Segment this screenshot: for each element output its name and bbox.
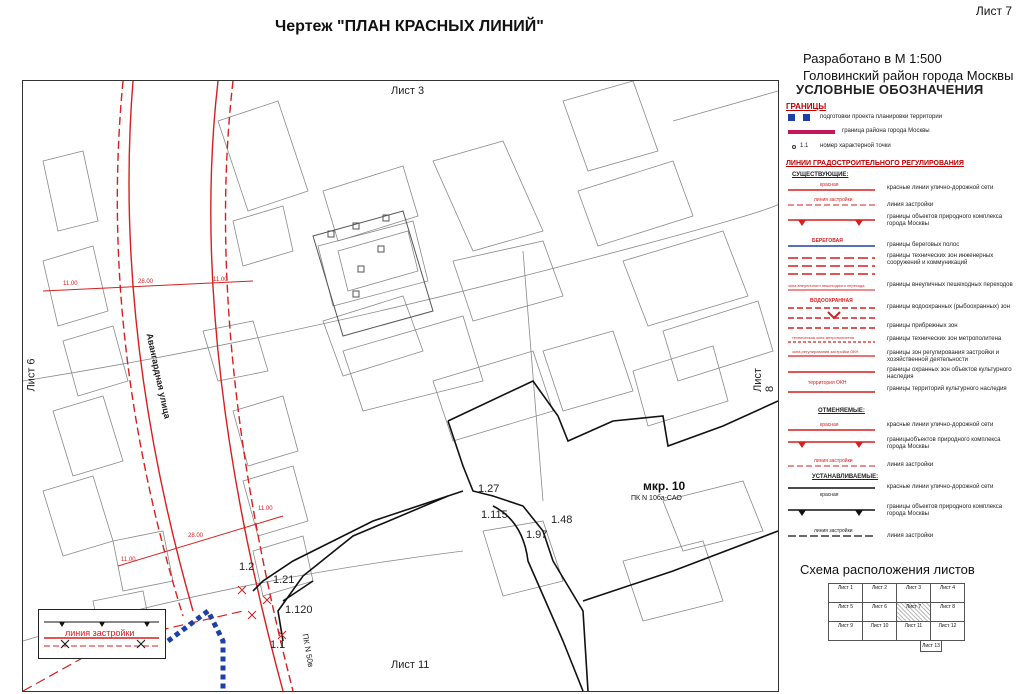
legend-item: границы охранных зон объектов культурного наследия <box>887 367 1012 380</box>
dim-label: 11.00 <box>121 557 136 563</box>
scale-text: Разработано в М 1:500 <box>803 51 942 66</box>
map-canvas <box>23 81 778 691</box>
legend-item: границы объектов природного комплекса города Москвы <box>887 504 1003 517</box>
scheme-cell[interactable]: Лист 4 <box>930 583 965 603</box>
legend-item: границы технических зон инженерных сооружений и коммуникаций <box>887 253 994 266</box>
legend-item: границы зон регулирования застройки и хозяйственной деятельности <box>887 350 1000 363</box>
dim-label: 28.00 <box>138 279 154 285</box>
legend-established-header: УСТАНАВЛИВАЕМЫЕ: <box>812 474 879 480</box>
legend-boundaries-header: ГРАНИЦЫ <box>786 102 827 111</box>
legend-item: границы внеуличных пешеходных переходов <box>887 282 1013 288</box>
scheme-cell[interactable]: Лист 1 <box>828 583 863 603</box>
inset-label: линия застройки <box>65 628 135 638</box>
legend-sample-label: линия застройки <box>814 458 853 464</box>
district-code: ПК N 10ба-САО <box>631 495 682 502</box>
sheet-number: Лист 7 <box>975 4 1012 18</box>
point-label: 1.115 <box>481 509 508 521</box>
legend-sample-label: территория ОКН <box>808 380 847 386</box>
legend-sample-label: линия застройки <box>814 528 853 534</box>
legend-item: границы водоохранных (рыбоохранных) зон <box>887 304 1010 310</box>
legend-item: красные линии улично-дорожной сети <box>887 484 994 490</box>
sheet-label-right[interactable]: Лист 8 <box>752 368 776 392</box>
sheet-label-bottom[interactable]: Лист 11 <box>391 659 430 671</box>
legend-boundary-item: граница района города Москвы <box>842 128 930 134</box>
legend-boundary-item: подготовки проекта планировки территории <box>820 114 943 120</box>
scheme-cell[interactable]: Лист 9 <box>828 621 863 641</box>
map-frame[interactable] <box>22 80 779 692</box>
legend-item: границы территорий культурного наследия <box>887 386 1007 392</box>
scheme-cell[interactable]: Лист 10 <box>862 621 897 641</box>
legend-item: границыобъектов природного комплекса города Москвы <box>887 437 1001 450</box>
buildings-layer <box>23 81 778 651</box>
scheme-cell[interactable]: Лист 2 <box>862 583 897 603</box>
scheme-cell[interactable]: Лист 5 <box>828 602 863 622</box>
scheme-cell[interactable]: Лист 12 <box>930 621 965 641</box>
point-label: 1.97 <box>526 529 548 541</box>
legend-sample-label: красная <box>820 422 839 428</box>
legend-panel <box>780 80 1018 550</box>
dim-label: 28.00 <box>188 533 204 539</box>
point-label: 1.120 <box>285 604 313 616</box>
scheme-cell[interactable]: Лист 13 <box>920 640 942 652</box>
district-boundary <box>253 381 778 691</box>
legend-sample-label: зона внеуличного пешеходного перехода <box>788 283 865 288</box>
scale-block <box>803 50 1013 84</box>
dim-label: 11.00 <box>258 506 273 512</box>
legend-lines-header: ЛИНИИ ГРАДОСТРОИТЕЛЬНОГО РЕГУЛИРОВАНИЯ <box>786 160 964 167</box>
scheme-cell-current[interactable]: Лист 7 <box>896 602 931 622</box>
dim-label: 11.00 <box>213 277 228 283</box>
sheet-label-top[interactable]: Лист 3 <box>391 85 425 97</box>
legend-cancelled-header: ОТМЕНЯЕМЫЕ: <box>818 408 865 414</box>
legend-boundary-item: номер характерной точки <box>820 143 891 149</box>
legend-item: границы прибрежных зон <box>887 323 958 329</box>
legend-existing-header: СУЩЕСТВУЮЩИЕ: <box>792 172 849 178</box>
legend-item: красные линии улично-дорожной сети <box>887 422 994 428</box>
legend-item: линия застройки <box>887 202 934 208</box>
scheme-cell[interactable]: Лист 6 <box>862 602 897 622</box>
scheme-cell[interactable]: Лист 8 <box>930 602 965 622</box>
blue-boundary <box>168 611 223 691</box>
scheme-cell[interactable]: Лист 11 <box>896 621 931 641</box>
legend-point-sample: 1.1 <box>800 143 809 149</box>
point-label: 1.1 <box>270 639 286 651</box>
sheet-scheme-grid <box>828 583 966 661</box>
legend-sample-label: красная <box>820 182 839 188</box>
legend-sample-label: техническая зона метрополитена <box>792 335 855 340</box>
legend-item: границы технических зон метрополитена <box>887 336 1002 342</box>
district-label: мкр. 10 <box>643 479 686 493</box>
point-label: 1.27 <box>478 483 500 495</box>
legend-sample-label: линия застройки <box>814 197 853 203</box>
inset-sample <box>38 609 166 659</box>
drawing-title: Чертеж "ПЛАН КРАСНЫХ ЛИНИЙ" <box>275 18 544 35</box>
legend-item: линия застройки <box>887 462 934 468</box>
legend-sample-label: красная <box>820 492 839 498</box>
point-label: 1.48 <box>551 514 573 526</box>
legend-sample-label: ВОДООХРАННАЯ <box>810 298 853 304</box>
legend-item: границы береговых полос <box>887 242 960 248</box>
legend-item: границы объектов природного комплекса города Москвы <box>887 214 1003 227</box>
bottom-street: ПК N 50в <box>300 633 316 668</box>
point-label: 1.2 <box>239 561 255 573</box>
legend-sample-label: БЕРЕГОВАЯ <box>812 238 843 244</box>
street-name: Авангардная улица <box>144 332 173 420</box>
scheme-title: Схема расположения листов <box>800 562 975 577</box>
legend-item: красные линии улично-дорожной сети <box>887 185 994 191</box>
dim-label: 11.00 <box>63 281 78 287</box>
legend-sample-label: зона регулирования застройки ОКН <box>792 349 859 354</box>
district-text: Головинский район города Москвы <box>803 68 1014 83</box>
sheet-label-left[interactable]: Лист 6 <box>25 358 38 392</box>
legend-item: линия застройки <box>887 533 934 539</box>
legend-title: УСЛОВНЫЕ ОБОЗНАЧЕНИЯ <box>796 82 984 97</box>
scheme-cell[interactable]: Лист 3 <box>896 583 931 603</box>
point-label: 1.21 <box>273 574 295 586</box>
